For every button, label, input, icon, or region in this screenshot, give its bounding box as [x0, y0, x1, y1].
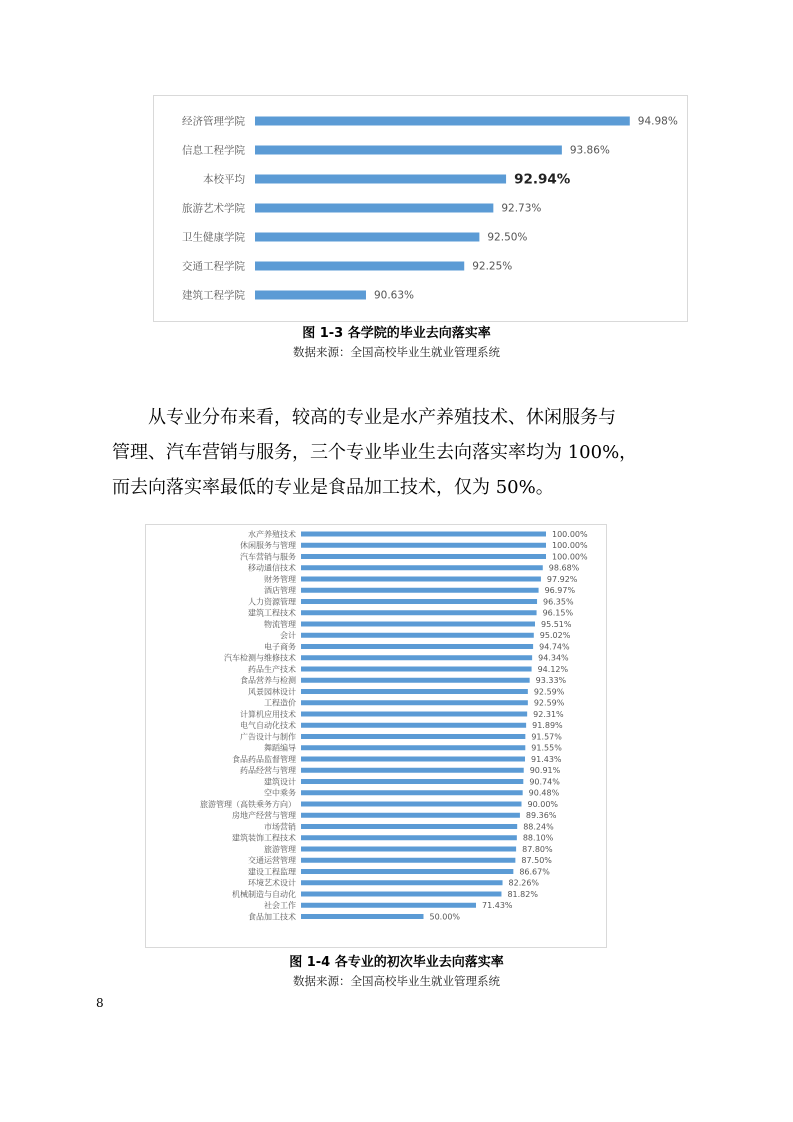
- category-label: 空中乘务: [264, 788, 296, 798]
- bar: [301, 700, 528, 705]
- value-label: 90.48%: [528, 788, 560, 798]
- category-label: 市场营销: [264, 822, 296, 832]
- bar: [255, 117, 630, 126]
- value-label: 93.86%: [569, 144, 610, 157]
- bar: [301, 903, 476, 908]
- value-label: 92.50%: [487, 231, 528, 244]
- value-label: 50.00%: [429, 912, 461, 922]
- value-label: 100.00%: [552, 552, 588, 562]
- bar: [255, 262, 464, 271]
- category-label: 移动通信技术: [248, 563, 296, 573]
- category-label: 房地产经营与管理: [232, 811, 296, 821]
- bar: [301, 588, 539, 593]
- bar: [301, 824, 517, 829]
- value-label: 90.63%: [373, 289, 415, 302]
- category-label: 本校平均: [203, 173, 245, 186]
- category-label: 物流管理: [264, 619, 296, 629]
- value-label: 71.43%: [482, 901, 513, 911]
- category-label: 电气自动化技术: [240, 721, 296, 731]
- category-label: 食品加工技术: [248, 912, 296, 922]
- bar: [301, 689, 528, 694]
- category-label: 交通运营管理: [248, 856, 296, 866]
- bar: [255, 204, 493, 213]
- major-chart-frame: [145, 524, 607, 948]
- value-label: 91.89%: [532, 721, 563, 731]
- value-label: 90.91%: [529, 766, 561, 776]
- bar: [301, 554, 546, 559]
- bar: [301, 914, 424, 919]
- college-bar-chart: [154, 96, 687, 321]
- figure2-source: 数据来源：全国高校毕业生就业管理系统: [293, 974, 500, 988]
- value-label: 96.35%: [543, 597, 574, 607]
- bar: [255, 291, 366, 300]
- value-label: 100.00%: [552, 529, 588, 539]
- bar: [301, 644, 533, 649]
- page-number: 8: [96, 996, 104, 1010]
- category-label: 旅游管理: [264, 844, 296, 854]
- category-label: 会计: [280, 631, 296, 641]
- bar: [301, 779, 523, 784]
- value-label: 81.82%: [507, 889, 538, 899]
- value-label: 95.51%: [540, 619, 572, 629]
- value-label: 92.73%: [501, 202, 542, 215]
- category-label: 电子商务: [264, 642, 296, 652]
- figure1-caption: 图 1-3 各学院的毕业去向落实率: [302, 326, 491, 341]
- bar: [301, 599, 537, 604]
- figure1-source: 数据来源：全国高校毕业生就业管理系统: [293, 345, 500, 359]
- category-label: 建筑工程技术: [248, 608, 296, 618]
- value-label: 92.25%: [472, 260, 513, 273]
- value-label: 96.97%: [544, 586, 576, 596]
- category-label: 建筑装饰工程技术: [232, 833, 296, 843]
- value-label: 96.15%: [542, 608, 574, 618]
- bar: [301, 880, 503, 885]
- category-label: 经济管理学院: [182, 115, 245, 128]
- category-label: 舞蹈编导: [264, 743, 296, 753]
- value-label: 92.94%: [514, 171, 571, 188]
- category-label: 信息工程学院: [182, 144, 245, 157]
- bar: [301, 847, 516, 852]
- bar: [301, 543, 546, 548]
- paragraph-line-1: 从专业分布来看，较高的专业是水产养殖技术、休闲服务与: [148, 407, 616, 428]
- category-label: 食品营养与检测: [240, 676, 296, 686]
- bar: [301, 858, 515, 863]
- value-label: 98.68%: [548, 563, 580, 573]
- value-label: 91.43%: [531, 754, 562, 764]
- paragraph-line-2: 管理、汽车营销与服务，三个专业毕业生去向落实率均为 100%，: [112, 442, 638, 463]
- bar: [301, 813, 520, 818]
- value-label: 90.74%: [529, 777, 560, 787]
- bar: [301, 610, 537, 615]
- category-label: 风景园林设计: [248, 687, 296, 697]
- category-label: 药品生产技术: [248, 664, 296, 674]
- bar: [301, 532, 546, 537]
- value-label: 94.74%: [539, 642, 570, 652]
- category-label: 机械制造与自动化: [232, 889, 296, 899]
- value-label: 93.33%: [535, 676, 567, 686]
- category-label: 交通工程学院: [182, 260, 245, 273]
- bar: [301, 712, 527, 717]
- value-label: 94.12%: [537, 664, 569, 674]
- body-paragraph: [112, 400, 692, 505]
- bar: [301, 745, 525, 750]
- major-bar-chart: [146, 525, 606, 947]
- bar: [255, 146, 562, 155]
- category-label: 环境艺术设计: [248, 878, 296, 888]
- bar: [301, 577, 541, 582]
- category-label: 旅游艺术学院: [182, 202, 245, 215]
- value-label: 87.80%: [522, 844, 553, 854]
- value-label: 92.59%: [533, 687, 565, 697]
- category-label: 卫生健康学院: [182, 231, 245, 244]
- category-label: 财务管理: [264, 574, 296, 584]
- value-label: 87.50%: [521, 856, 552, 866]
- bar: [255, 233, 479, 242]
- value-label: 94.34%: [538, 653, 569, 663]
- value-label: 90.00%: [527, 799, 559, 809]
- bar: [301, 622, 535, 627]
- bar: [301, 723, 526, 728]
- bar: [301, 667, 532, 672]
- value-label: 91.55%: [531, 743, 562, 753]
- bar: [301, 835, 517, 840]
- value-label: 97.92%: [546, 574, 578, 584]
- category-label: 工程造价: [264, 698, 296, 708]
- category-label: 食品药品监督管理: [232, 754, 296, 764]
- category-label: 水产养殖技术: [248, 529, 296, 539]
- value-label: 95.02%: [539, 631, 571, 641]
- college-chart-frame: [153, 95, 688, 322]
- paragraph-line-3: 而去向落实率最低的专业是食品加工技术，仅为 50%。: [112, 477, 554, 498]
- category-label: 汽车营销与服务: [240, 552, 296, 562]
- value-label: 100.00%: [552, 541, 588, 551]
- bar: [301, 869, 513, 874]
- value-label: 86.67%: [519, 867, 550, 877]
- value-label: 92.59%: [533, 698, 565, 708]
- figure2-caption: 图 1-4 各专业的初次毕业去向落实率: [289, 955, 504, 970]
- bar: [301, 565, 543, 570]
- category-label: 旅游管理（高铁乘务方向）: [200, 799, 296, 809]
- bar: [301, 655, 532, 660]
- category-label: 建设工程监理: [248, 867, 296, 877]
- value-label: 92.31%: [533, 709, 564, 719]
- bar: [301, 633, 534, 638]
- category-label: 建筑设计: [264, 777, 296, 787]
- bar: [255, 175, 506, 184]
- category-label: 药品经营与管理: [240, 766, 296, 776]
- bar: [301, 802, 522, 807]
- category-label: 建筑工程学院: [182, 289, 245, 302]
- value-label: 89.36%: [525, 811, 557, 821]
- category-label: 计算机应用技术: [240, 709, 296, 719]
- value-label: 91.57%: [531, 732, 562, 742]
- value-label: 88.10%: [522, 833, 554, 843]
- category-label: 酒店管理: [264, 586, 296, 596]
- category-label: 休闲服务与管理: [240, 541, 296, 551]
- value-label: 88.24%: [523, 822, 554, 832]
- bar: [301, 678, 530, 683]
- bar: [301, 892, 501, 897]
- category-label: 汽车检测与维修技术: [224, 653, 296, 663]
- category-label: 人力资源管理: [248, 597, 296, 607]
- bar: [301, 768, 524, 773]
- bar: [301, 790, 523, 795]
- bar: [301, 757, 525, 762]
- category-label: 广告设计与制作: [240, 732, 296, 742]
- value-label: 82.26%: [508, 878, 540, 888]
- bar: [301, 734, 525, 739]
- category-label: 社会工作: [264, 901, 296, 911]
- value-label: 94.98%: [637, 115, 678, 128]
